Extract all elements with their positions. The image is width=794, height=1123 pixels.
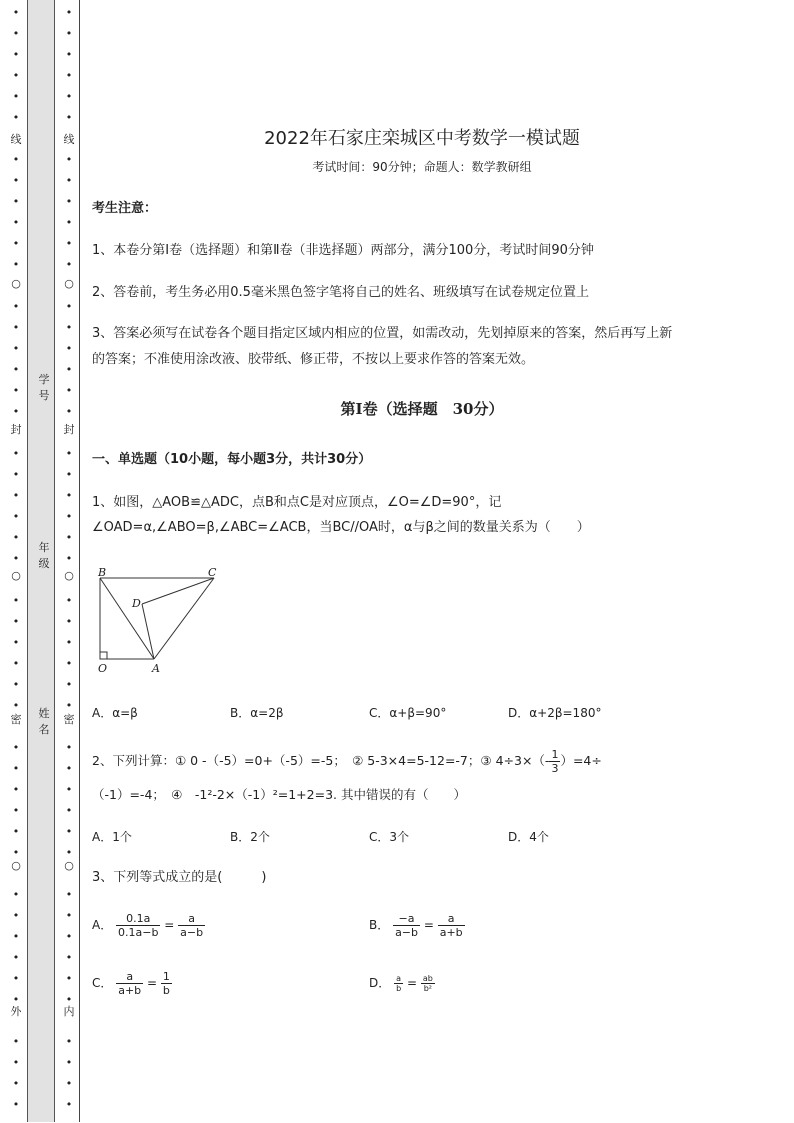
segment-ca bbox=[154, 578, 214, 659]
q3-option-c[interactable]: C． $\frac{a}{a+b}$ = $\frac{1}{b}$ bbox=[92, 970, 170, 997]
dot-mark: • bbox=[65, 384, 73, 397]
dot-mark: • bbox=[12, 6, 20, 19]
q1-stem-line2: ∠OAD=α,∠ABO=β,∠ABC=∠ACB，当BC//OA时，α与β之间的数量关系为（ ） bbox=[92, 520, 590, 535]
dot-mark: • bbox=[65, 69, 73, 82]
binding-mark: 外 bbox=[10, 1005, 22, 1018]
binding-mark: 线 bbox=[10, 133, 22, 146]
dot-mark: • bbox=[12, 48, 20, 61]
dot-mark: • bbox=[65, 153, 73, 166]
binding-mark: 内 bbox=[63, 1005, 75, 1018]
dot-mark: • bbox=[12, 762, 20, 775]
dot-mark: • bbox=[12, 69, 20, 82]
dot-mark: • bbox=[12, 405, 20, 418]
dot-mark: • bbox=[65, 888, 73, 901]
dot-mark: • bbox=[12, 1098, 20, 1111]
dot-mark: • bbox=[65, 699, 73, 712]
dot-mark: • bbox=[65, 342, 73, 355]
section-title: 第I卷（选择题 30分） bbox=[340, 400, 504, 418]
q3-option-a[interactable]: A． $\frac{0.1a}{0.1a-b}$ = $\frac{a}{a-b}$ bbox=[92, 912, 204, 939]
notice-item-2: 2、答卷前，考生务必用0.5毫米黑色签字笔将自己的姓名、班级填写在试卷规定位置上 bbox=[92, 285, 589, 300]
notice-item-3-cont: 的答案；不准使用涂改液、胶带纸、修正带，不按以上要求作答的答案无效。 bbox=[92, 352, 535, 367]
dot-mark: • bbox=[65, 1098, 73, 1111]
dot-mark: • bbox=[12, 783, 20, 796]
q1-figure bbox=[92, 562, 232, 680]
dot-mark: • bbox=[65, 48, 73, 61]
q1-option-c[interactable]: C．α+β=90° bbox=[369, 706, 447, 720]
dot-mark: • bbox=[65, 447, 73, 460]
field-label-student-id: 学号 bbox=[38, 373, 50, 402]
dot-mark: • bbox=[12, 678, 20, 691]
dot-mark: • bbox=[12, 510, 20, 523]
dot-mark: • bbox=[65, 678, 73, 691]
dot-mark: • bbox=[65, 90, 73, 103]
exam-title: 2022年石家庄栾城区中考数学一模试题 bbox=[264, 128, 580, 149]
binding-mark: ○ bbox=[11, 859, 21, 872]
dot-mark: • bbox=[65, 909, 73, 922]
binding-mark: ○ bbox=[64, 277, 74, 290]
dot-mark: • bbox=[12, 363, 20, 376]
segment-ba bbox=[100, 578, 154, 659]
dot-mark: • bbox=[65, 636, 73, 649]
q2-option-b[interactable]: B．2个 bbox=[230, 830, 270, 844]
dot-mark: • bbox=[65, 363, 73, 376]
dot-mark: • bbox=[65, 846, 73, 859]
binding-mark: ○ bbox=[11, 569, 21, 582]
dot-mark: • bbox=[12, 447, 20, 460]
dot-mark: • bbox=[12, 552, 20, 565]
dot-mark: • bbox=[12, 300, 20, 313]
exam-subtitle: 考试时间：90分钟；命题人：数学教研组 bbox=[312, 160, 532, 174]
dot-mark: • bbox=[65, 216, 73, 229]
label-c: C bbox=[208, 566, 217, 579]
dot-mark: • bbox=[12, 930, 20, 943]
binding-mark: 封 bbox=[10, 423, 22, 436]
section-heading: 一、单选题（10小题，每小题3分，共计30分） bbox=[92, 452, 372, 467]
dot-mark: • bbox=[65, 468, 73, 481]
dot-mark: • bbox=[65, 258, 73, 271]
binding-mark: ○ bbox=[11, 277, 21, 290]
inner-dotted-line bbox=[62, 0, 76, 1123]
dot-mark: • bbox=[65, 195, 73, 208]
dot-mark: • bbox=[12, 342, 20, 355]
dot-mark: • bbox=[12, 657, 20, 670]
dot-mark: • bbox=[65, 300, 73, 313]
margin-border-line bbox=[79, 0, 80, 1122]
dot-mark: • bbox=[65, 111, 73, 124]
dot-mark: • bbox=[12, 825, 20, 838]
q3-stem: 3、下列等式成立的是( ) bbox=[92, 870, 267, 885]
dot-mark: • bbox=[12, 468, 20, 481]
q2-stem-line1: 2、下列计算：① 0 -（-5）=0+（-5）=-5； ② 5-3×4=5-12=-7；③ 4÷3×（- $\frac{1}{3}$ ）=4÷ bbox=[92, 748, 602, 775]
dot-mark: • bbox=[12, 1056, 20, 1069]
binding-mark: 封 bbox=[63, 423, 75, 436]
dot-mark: • bbox=[12, 531, 20, 544]
q1-option-a[interactable]: A．α=β bbox=[92, 706, 138, 720]
dot-mark: • bbox=[65, 174, 73, 187]
dot-mark: • bbox=[12, 153, 20, 166]
notice-item-1: 1、本卷分第I卷（选择题）和第Ⅱ卷（非选择题）两部分，满分100分，考试时间90分钟 bbox=[92, 243, 594, 258]
dot-mark: • bbox=[65, 804, 73, 817]
dot-mark: • bbox=[12, 846, 20, 859]
dot-mark: • bbox=[65, 825, 73, 838]
dot-mark: • bbox=[65, 762, 73, 775]
dot-mark: • bbox=[65, 783, 73, 796]
dot-mark: • bbox=[65, 27, 73, 40]
binding-mark: ○ bbox=[64, 569, 74, 582]
dot-mark: • bbox=[12, 804, 20, 817]
binding-mark: 密 bbox=[63, 713, 75, 726]
dot-mark: • bbox=[65, 405, 73, 418]
field-label-grade: 年级 bbox=[38, 541, 50, 570]
dot-mark: • bbox=[65, 615, 73, 628]
q3-option-d[interactable]: D． $\frac{a}{b}$ = $\frac{ab}{\text{b²}}$ bbox=[369, 974, 433, 993]
dot-mark: • bbox=[65, 1056, 73, 1069]
right-angle-mark bbox=[100, 652, 107, 659]
dot-mark: • bbox=[12, 216, 20, 229]
dot-mark: • bbox=[12, 972, 20, 985]
label-o: O bbox=[98, 662, 108, 675]
binding-margin bbox=[0, 0, 90, 1123]
q2-option-a[interactable]: A．1个 bbox=[92, 830, 132, 844]
dot-mark: • bbox=[65, 552, 73, 565]
q2-stem-line2: （-1）=-4； ④ -1²-2×（-1）²=1+2=3. 其中错误的有（ ） bbox=[92, 787, 466, 802]
dot-mark: • bbox=[65, 6, 73, 19]
label-a: A bbox=[152, 662, 160, 675]
dot-mark: • bbox=[65, 1035, 73, 1048]
dot-mark: • bbox=[12, 111, 20, 124]
q1-stem-line1: 1、如图，△AOB≌△ADC，点B和点C是对应顶点，∠O=∠D=90°，记 bbox=[92, 495, 502, 510]
dot-mark: • bbox=[12, 1035, 20, 1048]
q2-option-d[interactable]: D．4个 bbox=[508, 830, 549, 844]
field-label-name: 姓名 bbox=[38, 707, 50, 736]
q3-option-b[interactable]: B． $\frac{-a}{a-b}$ = $\frac{a}{a+b}$ bbox=[369, 912, 463, 939]
dot-mark: • bbox=[12, 888, 20, 901]
dot-mark: • bbox=[12, 1077, 20, 1090]
dot-mark: • bbox=[12, 636, 20, 649]
dot-mark: • bbox=[12, 27, 20, 40]
dot-mark: • bbox=[65, 510, 73, 523]
dot-mark: • bbox=[12, 237, 20, 250]
label-d: D bbox=[132, 597, 141, 610]
dot-mark: • bbox=[65, 930, 73, 943]
dot-mark: • bbox=[12, 258, 20, 271]
q2-fraction: $\frac{1}{3}$ bbox=[551, 748, 559, 775]
dot-mark: • bbox=[12, 174, 20, 187]
dot-mark: • bbox=[65, 321, 73, 334]
dot-mark: • bbox=[12, 741, 20, 754]
q1-option-d[interactable]: D．α+2β=180° bbox=[508, 706, 602, 720]
dot-mark: • bbox=[65, 657, 73, 670]
dot-mark: • bbox=[12, 615, 20, 628]
dot-mark: • bbox=[12, 195, 20, 208]
binding-mark: ○ bbox=[64, 859, 74, 872]
dot-mark: • bbox=[12, 993, 20, 1006]
outer-dotted-line bbox=[9, 0, 23, 1123]
dot-mark: • bbox=[12, 594, 20, 607]
dot-mark: • bbox=[12, 909, 20, 922]
segment-dc bbox=[142, 578, 214, 604]
notice-heading: 考生注意： bbox=[92, 201, 158, 216]
dot-mark: • bbox=[12, 321, 20, 334]
dot-mark: • bbox=[65, 951, 73, 964]
dot-mark: • bbox=[65, 741, 73, 754]
dot-mark: • bbox=[12, 951, 20, 964]
dot-mark: • bbox=[65, 993, 73, 1006]
dot-mark: • bbox=[65, 237, 73, 250]
notice-item-3: 3、答案必须写在试卷各个题目指定区域内相应的位置，如需改动，先划掉原来的答案，然后再写上新 bbox=[92, 326, 673, 341]
q1-option-b[interactable]: B．α=2β bbox=[230, 706, 284, 720]
dot-mark: • bbox=[12, 699, 20, 712]
binding-mark: 线 bbox=[63, 133, 75, 146]
dot-mark: • bbox=[12, 384, 20, 397]
binding-mark: 密 bbox=[10, 713, 22, 726]
label-b: B bbox=[98, 566, 107, 579]
dot-mark: • bbox=[65, 489, 73, 502]
dot-mark: • bbox=[65, 1077, 73, 1090]
q2-option-c[interactable]: C．3个 bbox=[369, 830, 410, 844]
dot-mark: • bbox=[12, 489, 20, 502]
dot-mark: • bbox=[65, 972, 73, 985]
dot-mark: • bbox=[65, 594, 73, 607]
dot-mark: • bbox=[12, 90, 20, 103]
dot-mark: • bbox=[65, 531, 73, 544]
